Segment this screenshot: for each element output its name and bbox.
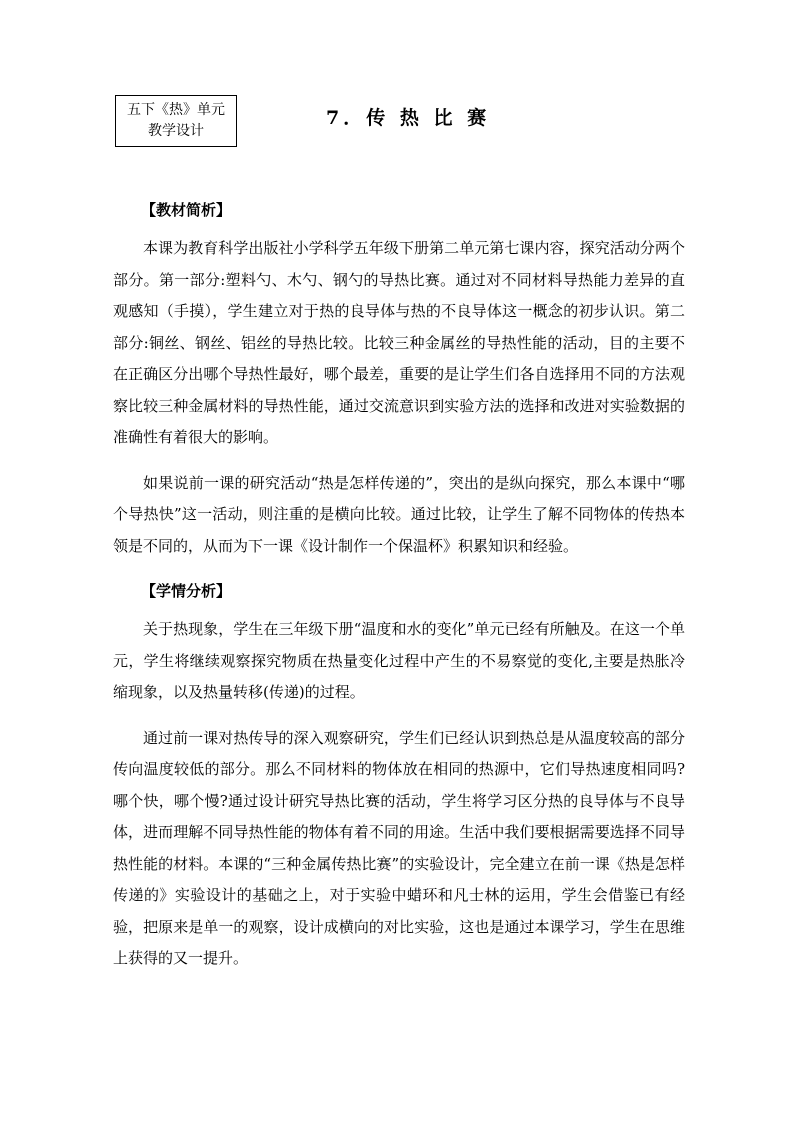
unit-label-line2: 教学设计: [148, 123, 204, 139]
paragraph: 如果说前一课的研究活动“热是怎样传递的”，突出的是纵向探究，那么本课中“哪个导热快”这一活动，则注重的是横向比较。通过比较，让学生了解不同物体的传热本领是不同的，从而为下一课《设计制作一个保温杯》积累知识和经验。: [113, 473, 685, 555]
document-body: [113, 195, 685, 989]
section-student-analysis: [113, 576, 685, 975]
section-heading: 【学情分析】: [141, 582, 232, 600]
lesson-title: 7．传 热 比 赛: [326, 107, 491, 129]
paragraph: 关于热现象，学生在三年级下册“温度和水的变化”单元已经有所触及。在这一个单元，学生将继续观察探究物质在热量变化过程中产生的不易察觉的变化,主要是热胀冷缩现象，以及热量转移(传递)的过程。: [113, 620, 685, 701]
paragraph: 本课为教育科学出版社小学科学五年级下册第二单元第七课内容，探究活动分两个部分。第一部分:塑料勺、木勺、钢勺的导热比赛。通过对不同材料导热能力差异的直观感知（手摸），学生建立对于热的良导体与热的不良导体这一概念的初步认识。第二部分:铜丝、钢丝、铝丝的导热比较。比较三种金属丝的导热性能的活动，目的主要不在正确区分出哪个导热性最好，哪个最差，重要的是让学生们各自选择用不同的方法观察比较三种金属材料的导热性能，通过交流意识到实验方法的选择和改进对实验数据的准确性有着很大的影响。: [113, 239, 685, 446]
section-heading: 【教材简析】: [141, 201, 232, 219]
section-textbook-analysis: [113, 195, 685, 562]
unit-label-line1: 五下《热》单元: [127, 102, 225, 118]
paragraph: 通过前一课对热传导的深入观察研究，学生们已经认识到热总是从温度较高的部分传向温度较低的部分。那么不同材料的物体放在相同的热源中，它们导热速度相同吗?哪个快，哪个慢?通过设计研究导热比赛的活动，学生将学习区分热的良导体与不良导体，进而理解不同导热性能的物体有着不同的用途。生活中我们要根据需要选择不同导热性能的材料。本课的“三种金属传热比赛”的实验设计，完全建立在前一课《热是怎样传递的》实验设计的基础之上，对于实验中蜡环和凡士林的运用，学生会借鉴已有经验，把原来是单一的观察，设计成横向的对比实验，这也是通过本课学习，学生在思维上获得的又一提升。: [113, 728, 685, 967]
unit-label-box: [115, 95, 237, 147]
